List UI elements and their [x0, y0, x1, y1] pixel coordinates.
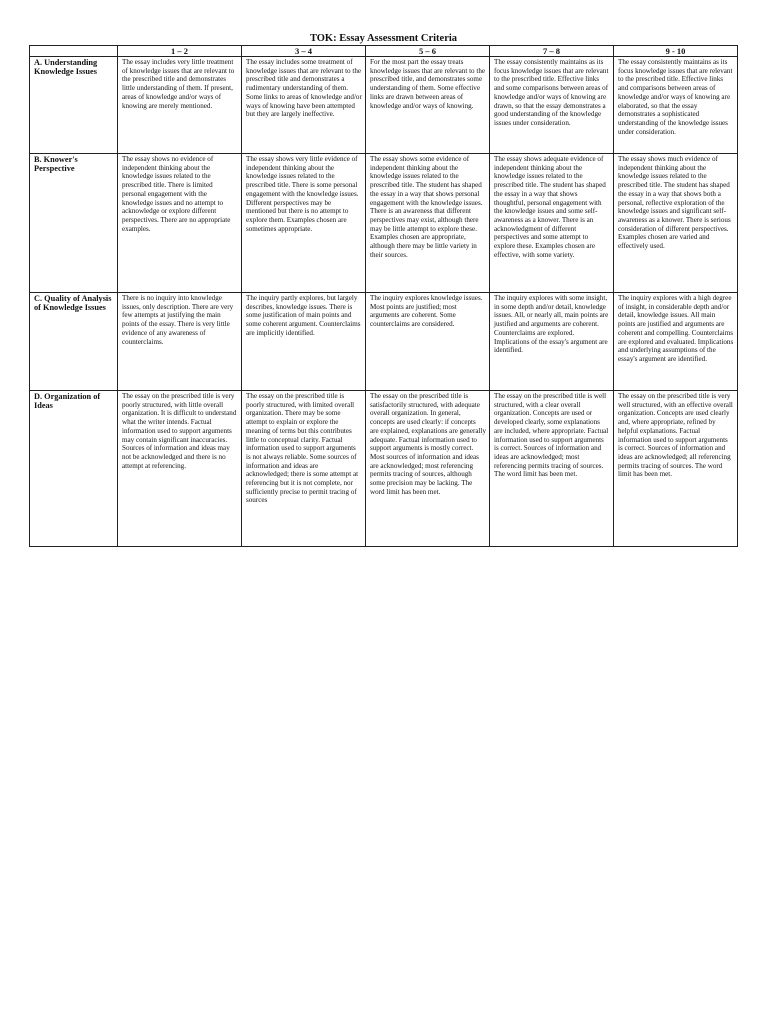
descriptor-cell: There is no inquiry into knowledge issues, only description. There are very few attempts at justifying the main points of the essay. There is very little evidence of any awareness of counterclaims. [118, 293, 242, 391]
descriptor-cell: The inquiry explores with a high degree of insight, in considerable depth and/or detail, knowledge issues. All main points are justified and arguments are coherent and compelling. Counterclaims are explored and evaluated. Implications and underlying assumptions of the essay's argument are identified. [614, 293, 738, 391]
descriptor-cell: The inquiry explores knowledge issues. Most points are justified; most arguments are coherent. Some counterclaims are considered. [366, 293, 490, 391]
criterion-name: B. Knower's Perspective [30, 154, 118, 293]
descriptor-cell: The essay includes some treatment of knowledge issues that are relevant to the prescribed title and demonstrates a rudimentary understanding of them. Some links to areas of knowledge and/or ways of knowing have been attempted but they are largely ineffective. [242, 57, 366, 154]
criterion-name: A. Understanding Knowledge Issues [30, 57, 118, 154]
descriptor-cell: For the most part the essay treats knowledge issues that are relevant to the prescribed title, and demonstrates some understanding of them. Some effective links are drawn between areas of knowledge and/or ways of knowing. [366, 57, 490, 154]
criterion-row-organization [30, 391, 738, 547]
descriptor-cell: The essay shows no evidence of independent thinking about the knowledge issues related to the prescribed title. There is limited personal engagement with the knowledge issues and no attempt to acknowledge or explore different perspectives. There are no appropriate examples. [118, 154, 242, 293]
descriptor-cell: The essay shows adequate evidence of independent thinking about the knowledge issues related to the prescribed title. The student has shaped the essay in a way that shows thoughtful, personal engagement with the knowledge issues and some self-awareness as a knower. There is an acknowledgment of different perspectives and some attempt to explore these. Examples chosen are effective, with some variety. [490, 154, 614, 293]
criterion-row-understanding [30, 57, 738, 154]
band-header: 7 – 8 [490, 46, 614, 57]
criterion-row-quality-of-analysis [30, 293, 738, 391]
band-header: 5 – 6 [366, 46, 490, 57]
descriptor-cell: The essay on the prescribed title is satisfactorily structured, with adequate overall organization. In general, concepts are used clearly: if concepts are explained, explanations are generally adequate. Factual information used to support arguments is mostly correct. Most sources of information and ideas are acknowledged; most referencing permits tracing of sources, although some precision may be lacking. The word limit has been met. [366, 391, 490, 547]
band-header-row [30, 46, 738, 57]
assessment-criteria-table [29, 45, 738, 547]
descriptor-cell: The essay consistently maintains as its focus knowledge issues that are relevant to the prescribed title. Effective links and some comparisons between areas of knowledge and/or ways of knowing are drawn, so that the essay demonstrates a good understanding of the knowledge issues under consideration. [490, 57, 614, 154]
descriptor-cell: The essay on the prescribed title is poorly structured, with limited overall organization. There may be some attempt to explain or explore the meaning of terms but this contributes little to conceptual clarity. Factual information used to support arguments is not always reliable. Some sources of information and ideas are acknowledged; there is some attempt at referencing but it is not complete, nor sufficiently precise to permit tracing of sources [242, 391, 366, 547]
descriptor-cell: The essay includes very little treatment of knowledge issues that are relevant to the prescribed title and demonstrates little understanding of them. If present, areas of knowledge and/or ways of knowing are merely mentioned. [118, 57, 242, 154]
band-header: 3 – 4 [242, 46, 366, 57]
descriptor-cell: The inquiry partly explores, but largely describes, knowledge issues. There is some justification of main points and some coherent argument. Counterclaims are implicitly identified. [242, 293, 366, 391]
criterion-header-cell [30, 46, 118, 57]
document-page [29, 33, 738, 547]
descriptor-cell: The essay shows much evidence of independent thinking about the knowledge issues related to the prescribed title. The student has shaped the essay in a way that shows both a personal, reflective exploration of the knowledge issues and significant self-awareness as a knower. There is serious consideration of different perspectives. Examples chosen are varied and effectively used. [614, 154, 738, 293]
descriptor-cell: The essay shows very little evidence of independent thinking about the knowledge issues related to the prescribed title. There is some personal engagement with the knowledge issues. Different perspectives may be mentioned but there is no attempt to explore them. Examples chosen are sometimes appropriate. [242, 154, 366, 293]
criterion-name: D. Organization of Ideas [30, 391, 118, 547]
descriptor-cell: The inquiry explores with some insight, in some depth and/or detail, knowledge issues. All, or nearly all, main points are justified and arguments are coherent. Counterclaims are explored. Implications of the essay's argument are identified. [490, 293, 614, 391]
document-title: TOK: Essay Assessment Criteria [309, 33, 458, 44]
descriptor-cell: The essay on the prescribed title is very well structured, with an effective overall organization. Concepts are used clearly and, where appropriate, refined by helpful explanations. Factual information used to support arguments is correct. Sources of information and ideas are acknowledged; all referencing permits tracing of sources. The word limit has been met. [614, 391, 738, 547]
band-header: 9 - 10 [614, 46, 738, 57]
descriptor-cell: The essay on the prescribed title is well structured, with a clear overall organization. Concepts are used or developed clearly, some explanations are included, where appropriate. Factual information used to support arguments is correct. Sources of information and ideas are acknowledged; most referencing permits tracing of sources. The word limit has been met. [490, 391, 614, 547]
criterion-row-knowers-perspective [30, 154, 738, 293]
band-header: 1 – 2 [118, 46, 242, 57]
descriptor-cell: The essay shows some evidence of independent thinking about the knowledge issues related to the prescribed title. The student has shaped the essay in a way that shows personal engagement with the knowledge issues. There is an awareness that different perspectives may exist, although there may be little attempt to explore these. Examples chosen are appropriate, although there may be little variety in their sources. [366, 154, 490, 293]
criterion-name: C. Quality of Analysis of Knowledge Issues [30, 293, 118, 391]
descriptor-cell: The essay on the prescribed title is very poorly structured, with little overall organization. It is difficult to understand what the writer intends. Factual information used to support arguments may contain significant inaccuracies. Sources of information and ideas may not be acknowledged and there is no attempt at referencing. [118, 391, 242, 547]
descriptor-cell: The essay consistently maintains as its focus knowledge issues that are relevant to the prescribed title. Effective links and comparisons between areas of knowledge and/or ways of knowing are elaborated, so that the essay demonstrates a sophisticated understanding of the knowledge issues under consideration. [614, 57, 738, 154]
